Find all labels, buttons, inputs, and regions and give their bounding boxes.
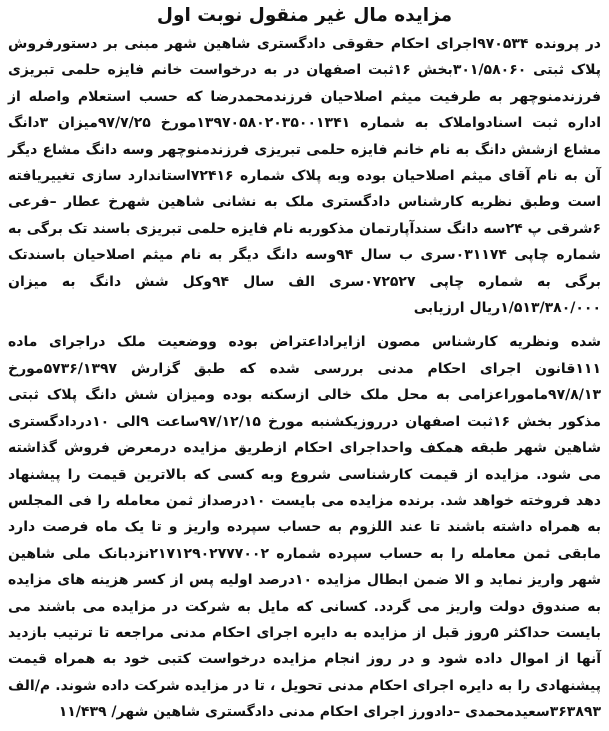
notice-paragraph-2: شده ونظریه کارشناس مصون ازایراداعتراض بوده ووضعیت ملک دراجرای ماده ۱۱۱قانون اجرای احکام مدنی بررسی شده که طبق گزارش ۵۷۳۶/۱۳۹۷مورخ ۹۷/۸/۱۳ماموراعزامی به محل ملک خالی ازسکنه بوده ومیزان شش دانگ پلاک ثبتی مذکور بخش ۱۶ثبت اصفهان درروزیکشنبه مورخ ۹۷/۱۲/۱۵ساعت ۹الی ۱۰دردادگستری شاهین شهر طبقه همکف واحداجرای احکام ازطریق مزایده درمعرض فروش گذاشته می شود. مزایده از قیمت کارشناسی شروع وبه کسی که بالاترین قیمت را پیشنهاد دهد فروخته خواهد شد. برنده مزایده می بایست ۱۰درصداز ثمن معامله را فی المجلس به همراه داشته باشند تا عند اللزوم به حساب سپرده واریز و تا یک ماه فرصت دارد مابقی ثمن معامله را به حساب سپرده شماره ۲۱۷۱۲۹۰۲۷۷۷۰۰۲نزدبانک ملی شاهین شهر واریز نماید و الا ضمن ابطال مزایده ۱۰درصد اولیه پس از کسر هزینه های مزایده به صندوق دولت واریز می گردد. کسانی که مایل به شرکت در مزایده می باشند می بایست حداکثر ۵روز قبل از مزایده به دایره اجرای احکام مدنی مراجعه تا ترتیب بازدید آنها از اموال داده شود و در روز انجام مزایده درخواست کتبی خود به همراه قیمت پیشنهادی را به دایره اجرای احکام مدنی تحویل ، تا در مزایده شرکت داده شوند. م/الف ۳۶۳۸۹۳سعیدمحمدی –دادورز اجرای احکام مدنی دادگستری شاهین شهر/ ۱۱/۴۳۹: [8, 334, 601, 721]
notice-title: مزایده مال غیر منقول نوبت اول: [156, 5, 453, 26]
notice-paragraph-1: در پرونده ۹۷۰۵۳۴اجرای احکام حقوقی دادگستری شاهین شهر مبنی بر دستورفروش پلاک ثبتی ۳۰۱/۵۸۰۶۰بخش ۱۶ثبت اصفهان در به درخواست خانم فایزه حلمی تبریزی فرزندمنوچهر به طرفیت میثم اصلاحیان فرزندمحمدرضا که حسب استعلام واصله از اداره ثبت اسنادواملاک به شماره ۱۳۹۷۰۵۸۰۲۰۳۵۰۰۱۳۴۱مورخ ۹۷/۷/۲۵میزان ۳دانگ مشاع ازشش دانگ به نام خانم فایزه حلمی تبریزی فرزندمنوچهر وسه دانگ مشاع دیگر آن به نام آقای میثم اصلاحیان بوده وبه پلاک شماره ۷۲۴۱۶استاندارد سازی تغییریافته است وطبق نظریه کارشناس دادگستری ملک به نشانی شاهین شهرخ عطار –فرعی ۶شرقی پ ۲۴سه دانگ سندآپارتمان مذکوربه نام فایزه حلمی تبریزی باسند تک برگی به شماره چاپی ۰۳۱۱۷۴سری ب سال ۹۴وسه دانگ دیگر به نام میثم اصلاحیان باسندتک برگی به شماره چاپی ۰۷۲۵۲۷سری الف سال ۹۴وکل شش دانگ به میزان ۱/۵۱۳/۳۸۰/۰۰۰ریال ارزیابی: [8, 36, 602, 317]
